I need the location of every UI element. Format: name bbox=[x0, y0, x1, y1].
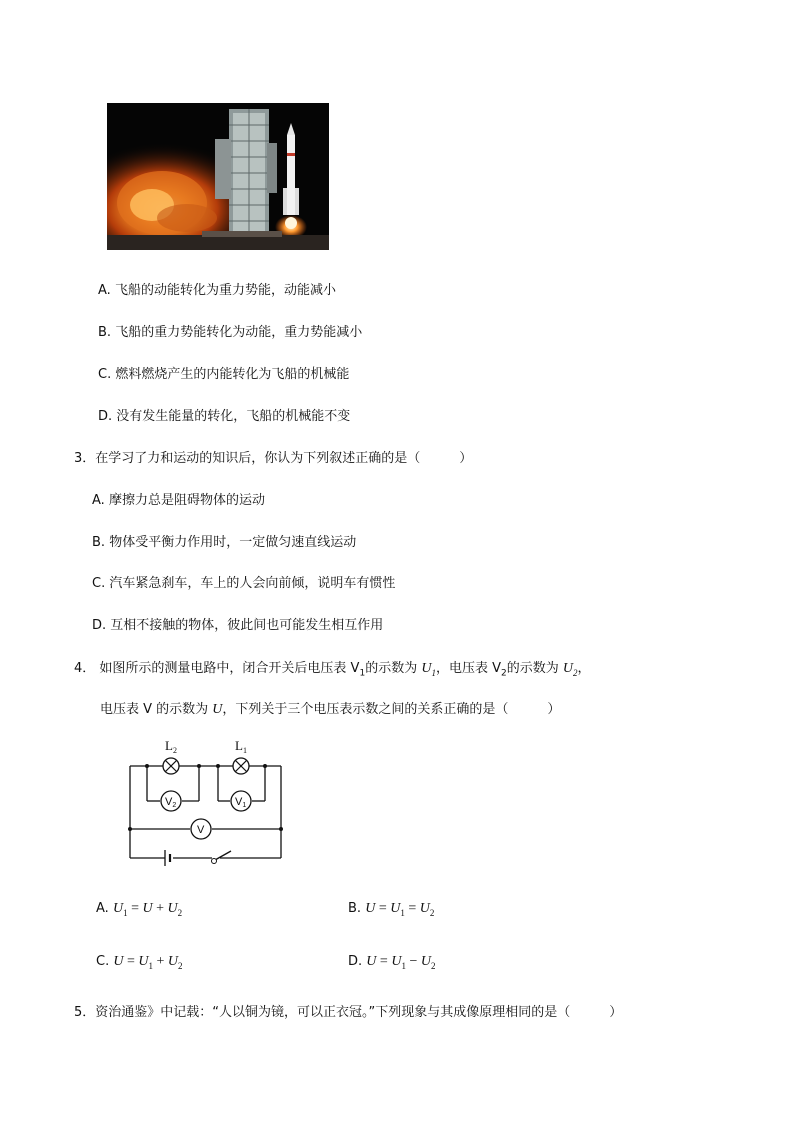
q4-stem-line1: 4． 如图所示的测量电路中，闭合开关后电压表 $V_1$的示数为 $U_1$，电压表 $V_2$的示数为 $U_2$， bbox=[74, 661, 591, 679]
lamp-l1-symbol bbox=[233, 758, 249, 774]
q4-stem-line2: 电压表 V 的示数为 U，下列关于三个电压表示数之间的关系正确的是（ ） bbox=[100, 702, 561, 717]
q4-option-a-formula: $U_1 = U + U_2$ bbox=[112, 901, 183, 918]
svg-text:V1: V1 bbox=[235, 796, 247, 809]
q3-option-d: D. 互相不接触的物体，彼此间也可能发生相互作用 bbox=[92, 618, 384, 633]
q4-option-c-formula: $U = U_1 + U_2$ bbox=[113, 954, 183, 971]
voltmeter-v2 bbox=[161, 791, 181, 811]
q4-option-d: D. $U = U_1 - U_2$ bbox=[348, 954, 436, 971]
q2-option-c: C. 燃料燃烧产生的内能转化为飞船的机械能 bbox=[98, 367, 350, 382]
q4-option-a: A. $U_1 = U + U_2$ bbox=[96, 901, 183, 918]
q3-option-b: B. 物体受平衡力作用时，一定做匀速直线运动 bbox=[92, 535, 357, 550]
svg-text:V2: V2 bbox=[165, 796, 177, 809]
lamp-l2-label: $L_2$ bbox=[165, 738, 177, 755]
voltmeter-v1 bbox=[231, 791, 251, 811]
q4-option-c: C. $U = U_1 + U_2$ bbox=[96, 954, 183, 971]
q5-stem: 5．资治通鉴》中记载：“人以铜为镜，可以正衣冠。”下列现象与其成像原理相同的是（ ） bbox=[74, 1005, 623, 1020]
svg-text:V: V bbox=[197, 824, 205, 836]
q4-option-d-formula: $U = U_1 - U_2$ bbox=[366, 954, 436, 971]
lamp-l2-symbol bbox=[163, 758, 179, 774]
voltmeter-v bbox=[191, 819, 211, 839]
q3-stem: 3．在学习了力和运动的知识后，你认为下列叙述正确的是（ ） bbox=[74, 451, 473, 466]
q2-option-b: B. 飞船的重力势能转化为动能，重力势能减小 bbox=[98, 325, 363, 340]
lamp-l1-label: $L_1$ bbox=[235, 738, 247, 755]
circuit-diagram bbox=[120, 732, 295, 867]
q3-option-c: C. 汽车紧急刹车，车上的人会向前倾，说明车有惯性 bbox=[92, 576, 396, 591]
q4-option-b-formula: $U = U_1 = U_2$ bbox=[365, 901, 435, 918]
q2-option-a: A. 飞船的动能转化为重力势能，动能减小 bbox=[98, 283, 336, 298]
q3-option-a: A. 摩擦力总是阻碍物体的运动 bbox=[92, 493, 265, 508]
q2-option-d: D. 没有发生能量的转化，飞船的机械能不变 bbox=[98, 409, 351, 424]
q4-option-b: B. $U = U_1 = U_2$ bbox=[348, 901, 435, 918]
rocket-launch-photo bbox=[107, 103, 329, 250]
